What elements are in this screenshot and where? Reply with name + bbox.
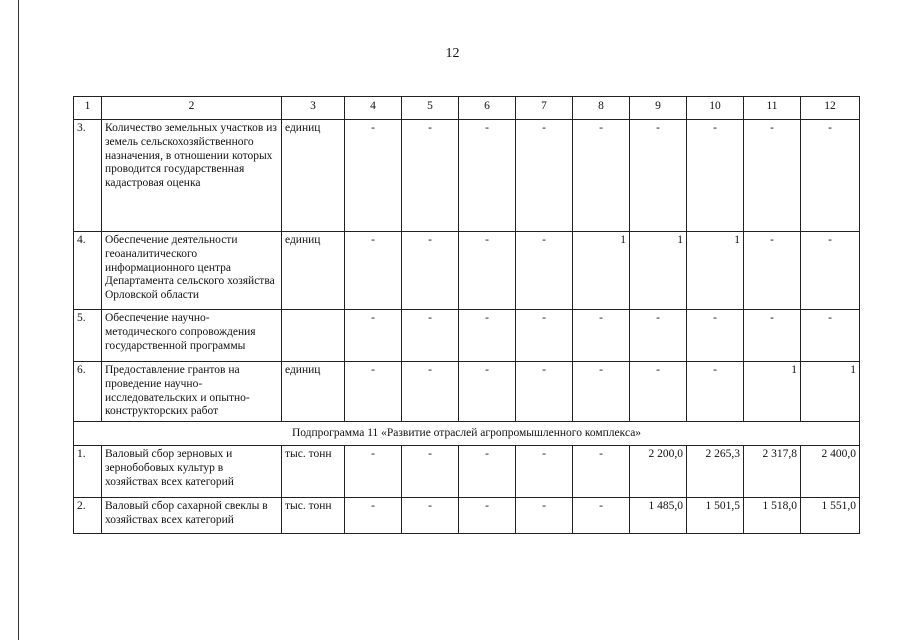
row-number: 3. (74, 120, 102, 232)
value-cell: - (630, 310, 687, 362)
value-cell: - (345, 362, 402, 422)
value-cell: - (744, 120, 801, 232)
value-cell: - (516, 232, 573, 310)
value-cell: - (687, 310, 744, 362)
header-cell: 2 (102, 97, 282, 120)
value-cell: - (459, 497, 516, 533)
value-cell: 1 (630, 232, 687, 310)
value-cell: 1 485,0 (630, 497, 687, 533)
indicator-name: Предоставление грантов на проведение научно-исследовательских и опытно-конструкторских работ (102, 362, 282, 422)
value-cell: 1 518,0 (744, 497, 801, 533)
value-cell: - (744, 232, 801, 310)
value-cell: - (345, 310, 402, 362)
value-cell: 1 501,5 (687, 497, 744, 533)
indicator-name: Валовый сбор сахарной свеклы в хозяйствах всех категорий (102, 497, 282, 533)
header-cell: 5 (402, 97, 459, 120)
table-row (74, 120, 860, 232)
unit-cell: единиц (282, 120, 345, 232)
table-row (74, 310, 860, 362)
row-number: 4. (74, 232, 102, 310)
table-row (74, 445, 860, 497)
row-number: 1. (74, 445, 102, 497)
value-cell: - (687, 120, 744, 232)
header-cell: 4 (345, 97, 402, 120)
value-cell: 1 (744, 362, 801, 422)
header-cell: 6 (459, 97, 516, 120)
page-number: 12 (445, 46, 460, 61)
value-cell: - (345, 445, 402, 497)
value-cell: - (402, 232, 459, 310)
value-cell: 2 200,0 (630, 445, 687, 497)
unit-cell: тыс. тонн (282, 445, 345, 497)
value-cell: - (516, 497, 573, 533)
value-cell: 1 551,0 (801, 497, 860, 533)
value-cell: - (516, 445, 573, 497)
indicator-name: Обеспечение деятельности геоаналитического информационного центра Департамента сельского хозяйства Орловской области (102, 232, 282, 310)
value-cell: - (402, 445, 459, 497)
header-cell: 9 (630, 97, 687, 120)
indicator-name: Обеспечение научно-методического сопровождения государственной программы (102, 310, 282, 362)
value-cell: - (402, 120, 459, 232)
indicators-table (73, 96, 860, 534)
value-cell: - (801, 310, 860, 362)
value-cell: - (573, 120, 630, 232)
value-cell: - (801, 120, 860, 232)
header-cell: 12 (801, 97, 860, 120)
row-number: 6. (74, 362, 102, 422)
value-cell: - (459, 120, 516, 232)
value-cell: 2 265,3 (687, 445, 744, 497)
subprogram-title: Подпрограмма 11 «Развитие отраслей агропромышленного комплекса» (74, 422, 860, 446)
header-cell: 10 (687, 97, 744, 120)
table-row (74, 232, 860, 310)
table-header-row (74, 97, 860, 120)
value-cell: - (402, 362, 459, 422)
value-cell: 2 317,8 (744, 445, 801, 497)
value-cell: - (573, 445, 630, 497)
indicator-name: Валовый сбор зерновых и зернобобовых культур в хозяйствах всех категорий (102, 445, 282, 497)
row-number: 5. (74, 310, 102, 362)
row-number: 2. (74, 497, 102, 533)
value-cell: 2 400,0 (801, 445, 860, 497)
value-cell: - (630, 120, 687, 232)
value-cell: - (345, 232, 402, 310)
value-cell: - (459, 232, 516, 310)
value-cell: - (573, 362, 630, 422)
value-cell: - (516, 362, 573, 422)
table-row (74, 362, 860, 422)
page-margin-line (18, 0, 19, 640)
value-cell: - (345, 120, 402, 232)
value-cell: - (345, 497, 402, 533)
unit-cell: единиц (282, 362, 345, 422)
value-cell: - (573, 310, 630, 362)
table-row (74, 497, 860, 533)
value-cell: - (573, 497, 630, 533)
indicator-name: Количество земельных участков из земель сельскохозяйственного назначения, в отношении которых проводится государственная кадастровая оценка (102, 120, 282, 232)
value-cell: - (744, 310, 801, 362)
value-cell: - (516, 310, 573, 362)
value-cell: - (630, 362, 687, 422)
value-cell: 1 (801, 362, 860, 422)
value-cell: - (459, 310, 516, 362)
unit-cell: единиц (282, 232, 345, 310)
value-cell: - (459, 445, 516, 497)
value-cell: - (516, 120, 573, 232)
header-cell: 7 (516, 97, 573, 120)
header-cell: 8 (573, 97, 630, 120)
value-cell: - (687, 362, 744, 422)
header-cell: 3 (282, 97, 345, 120)
header-cell: 11 (744, 97, 801, 120)
value-cell: 1 (687, 232, 744, 310)
unit-cell (282, 310, 345, 362)
value-cell: - (459, 362, 516, 422)
value-cell: 1 (573, 232, 630, 310)
value-cell: - (402, 310, 459, 362)
header-cell: 1 (74, 97, 102, 120)
value-cell: - (402, 497, 459, 533)
subprogram-row (74, 422, 860, 446)
unit-cell: тыс. тонн (282, 497, 345, 533)
value-cell: - (801, 232, 860, 310)
